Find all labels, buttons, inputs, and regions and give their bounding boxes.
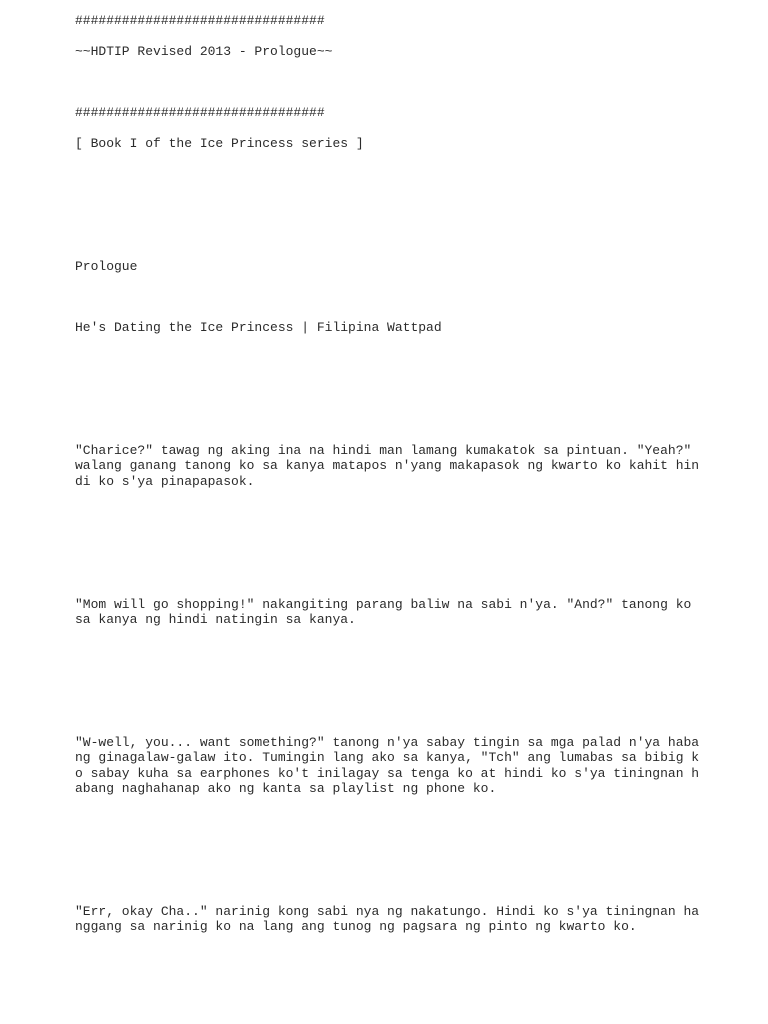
paragraph-line: sa kanya ng hindi natingin sa kanya.	[75, 612, 356, 628]
paragraph-line: "Err, okay Cha.." narinig kong sabi nya ng nakatungo. Hindi ko s'ya tiningnan ha	[75, 904, 700, 919]
paragraph-line: "Charice?" tawag ng aking ina na hindi man lamang kumakatok sa pintuan. "Yeah?"	[75, 443, 692, 458]
paragraph-line: "Mom will go shopping!" nakangiting parang baliw na sabi n'ya. "And?" tanong ko	[75, 597, 692, 612]
document-heading: ~~HDTIP Revised 2013 - Prologue~~	[75, 44, 333, 59]
paragraph-line: abang naghahanap ako ng kanta sa playlist ng phone ko.	[75, 781, 497, 797]
series-note: [ Book I of the Ice Princess series ]	[75, 136, 364, 151]
section-title: Prologue	[75, 259, 138, 274]
paragraph-line: ng ginagalaw-galaw ito. Tumingin lang ako sa kanya, "Tch" ang lumabas sa bibig k	[75, 750, 700, 766]
divider-bottom: ################################	[75, 105, 325, 120]
paragraph-line: di ko s'ya pinapapasok.	[75, 473, 255, 489]
byline: He's Dating the Ice Princess | Filipina Wattpad	[75, 320, 442, 335]
paragraph-line: walang ganang tanong ko sa kanya matapos n'yang makapasok ng kwarto ko kahit hin	[75, 458, 700, 474]
paragraph-line: nggang sa narinig ko na lang ang tunog ng pagsara ng pinto ng kwarto ko.	[75, 919, 637, 935]
paragraph-line: o sabay kuha sa earphones ko't inilagay sa tenga ko at hindi ko s'ya tiningnan h	[75, 765, 700, 781]
paragraph-line: "W-well, you... want something?" tanong n'ya sabay tingin sa mga palad n'ya haba	[75, 735, 700, 750]
divider-top: ################################	[75, 13, 325, 28]
